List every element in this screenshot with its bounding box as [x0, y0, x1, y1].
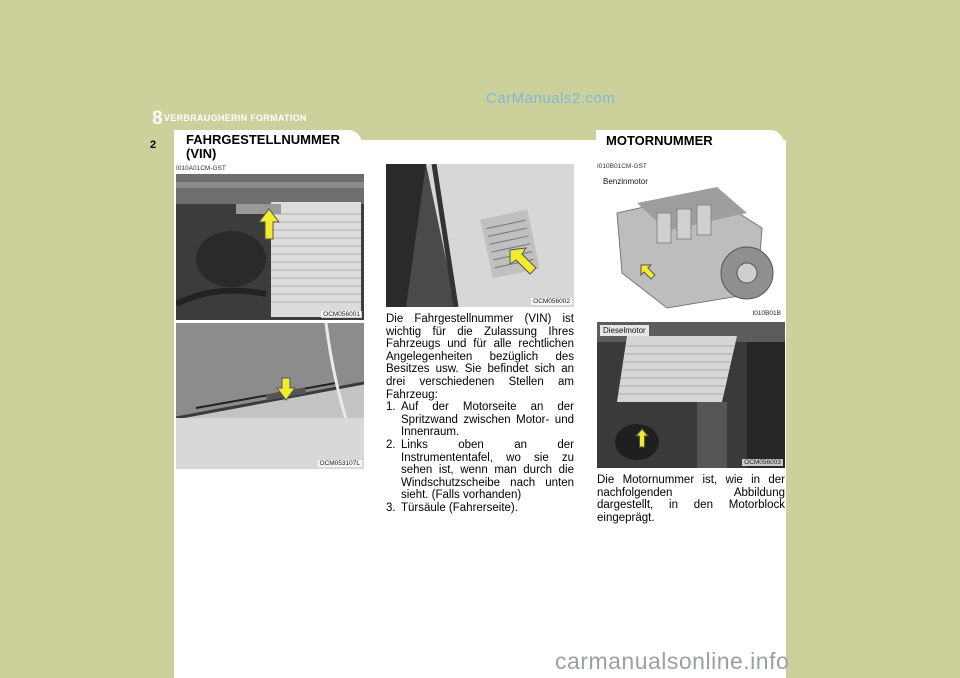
door-pillar-photo: [386, 164, 574, 307]
vin-intro-paragraph: Die Fahrgestellnummer (VIN) ist wichtig für die Zulassung Ihres Fahrzeugs und für alle rechtlichen Angelegenheiten bezüglich des Besitzes usw. Sie befindet sich an drei verschiedenen Stellen am Fahrzeug:: [386, 313, 574, 401]
diesel-engine-illustration: [597, 322, 785, 468]
diesel-engine-photo: [597, 322, 785, 468]
vin-description: [386, 313, 574, 515]
photo-label: Benzinmotor: [600, 176, 651, 187]
windshield-photo: [176, 323, 364, 469]
petrol-engine-photo: [597, 173, 785, 319]
arrow-up-icon: [635, 428, 649, 448]
list-item-text: Auf der Motorseite an der Spritzwand zwischen Motor- und Innenraum.: [401, 401, 574, 439]
list-item-number: 2.: [386, 438, 396, 451]
photo-caption: OCM056002: [533, 298, 570, 305]
section-title-vin: FAHRGESTELLNUMMER (VIN): [186, 132, 340, 161]
photo-label: Dieselmotor: [600, 325, 649, 336]
chapter-number: 8: [152, 108, 163, 129]
section-code-motor: I010B01CM-GST: [597, 163, 647, 170]
page-number: 2: [150, 139, 157, 151]
list-item: [386, 401, 574, 439]
door-pillar-illustration: [386, 164, 574, 307]
watermark-top[interactable]: CarManuals2.com: [486, 90, 616, 107]
list-item: [386, 502, 574, 515]
chapter-title: VERBRAUGHERIN FORMATION: [164, 113, 307, 123]
photo-caption: OCM053107L: [319, 460, 360, 467]
petrol-engine-illustration: [597, 173, 785, 319]
section-title-motor: MOTORNUMMER: [606, 133, 713, 148]
engine-bay-illustration: [176, 174, 364, 320]
list-item: [386, 439, 574, 502]
list-item-number: 1.: [386, 401, 396, 414]
footer-watermark[interactable]: carmanualsonline.info: [555, 648, 790, 674]
windshield-illustration: [176, 323, 364, 469]
motor-description: Die Motornummer ist, wie in der nachfolgenden Abbildung dargestellt, in den Motorblock eingeprägt.: [597, 474, 785, 524]
arrow-up-icon: [258, 208, 280, 240]
list-item-number: 3.: [386, 501, 396, 514]
list-item-text: Türsäule (Fahrerseite).: [401, 501, 518, 514]
photo-caption: I010B01B: [752, 310, 781, 317]
photo-caption: OCM056001: [323, 311, 360, 318]
photo-caption: OCM056003: [744, 459, 781, 466]
arrow-diagonal-icon: [639, 263, 657, 281]
arrow-down-icon: [276, 377, 296, 401]
page-background-right: [786, 0, 960, 678]
list-item-text: Links oben an der Instrumententafel, wo sie zu sehen ist, wenn man durch die Windschutzscheibe nach unten sieht. (Falls vorhanden): [401, 438, 574, 502]
arrow-diagonal-icon: [508, 246, 538, 276]
page-background-left: [0, 0, 174, 678]
section-code-vin: I010A01CM-GST: [176, 165, 226, 172]
engine-bay-photo: [176, 174, 364, 320]
